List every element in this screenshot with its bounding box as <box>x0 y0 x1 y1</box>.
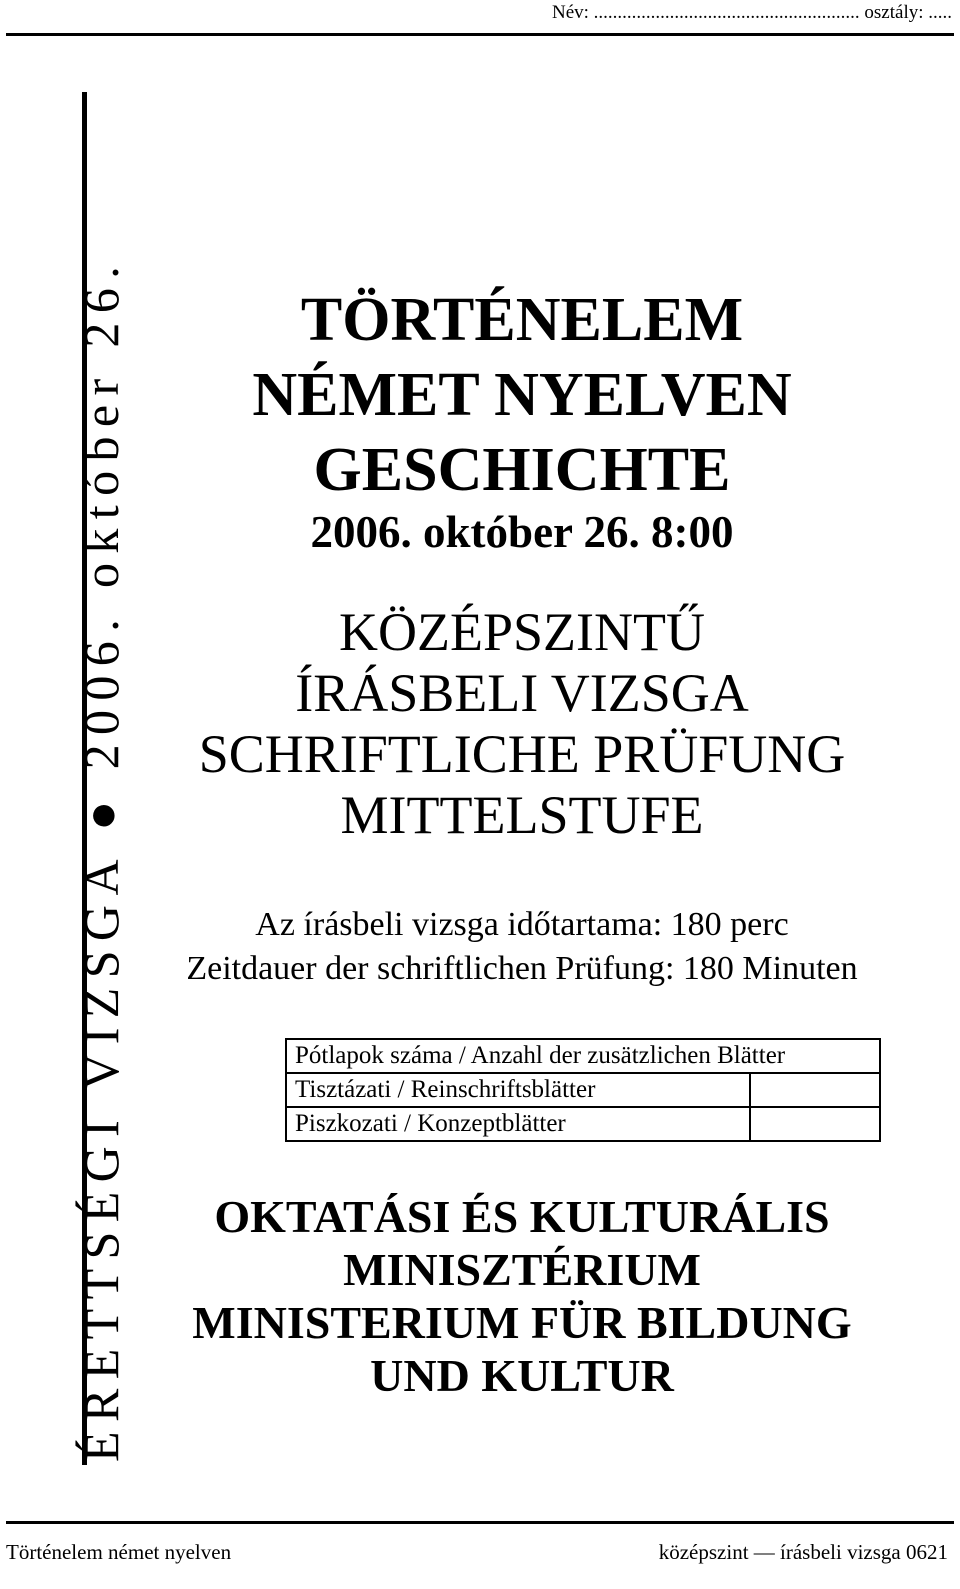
extra-sheets-table <box>285 1038 881 1142</box>
exam-date: 2006. október 26. 8:00 <box>310 507 734 557</box>
exam-duration <box>90 903 954 991</box>
duration-de: Zeitdauer der schriftlichen Prüfung: 180 Minuten <box>186 950 858 987</box>
ministry-line: MINISTERIUM FÜR BILDUNG <box>192 1297 852 1348</box>
vertical-exam-label: ÉRETTSÉGI VIZSGA ● 2006. október 26. <box>73 256 129 1462</box>
exam-level <box>90 602 954 846</box>
header-divider <box>6 33 954 36</box>
table-row <box>286 1107 880 1141</box>
clean-copy-label: Tisztázati / Reinschriftsblätter <box>286 1073 750 1107</box>
subject-title-line: NÉMET NYELVEN <box>252 361 792 429</box>
table-row <box>286 1039 880 1073</box>
exam-level-line: ÍRÁSBELI VIZSGA <box>295 663 749 723</box>
ministry-line: OKTATÁSI ÉS KULTURÁLIS <box>214 1191 830 1242</box>
ministry-line: MINISZTÉRIUM <box>343 1244 701 1295</box>
table-row <box>286 1073 880 1107</box>
clean-copy-count-field[interactable] <box>750 1073 880 1107</box>
ministry-name <box>90 1190 954 1402</box>
exam-level-line: MITTELSTUFE <box>340 785 704 845</box>
exam-level-line: KÖZÉPSZINTŰ <box>339 602 705 662</box>
draft-count-field[interactable] <box>750 1107 880 1141</box>
ministry-line: UND KULTUR <box>370 1350 674 1401</box>
footer-divider <box>6 1521 954 1524</box>
exam-level-line: SCHRIFTLICHE PRÜFUNG <box>198 724 846 784</box>
subject-title <box>90 283 954 508</box>
draft-label: Piszkozati / Konzeptblätter <box>286 1107 750 1141</box>
extra-sheets-header: Pótlapok száma / Anzahl der zusätzlichen Blätter <box>286 1039 880 1073</box>
subject-title-line: TÖRTÉNELEM <box>300 286 744 354</box>
name-class-line: Név: ........................................................ osztály: ..... <box>551 2 952 23</box>
footer-subject: Történelem német nyelven <box>6 1540 232 1564</box>
duration-hu: Az írásbeli vizsga időtartama: 180 perc <box>255 906 789 943</box>
footer-exam-code: középszint — írásbeli vizsga 0621 <box>658 1540 948 1564</box>
subject-title-line: GESCHICHTE <box>313 436 731 504</box>
